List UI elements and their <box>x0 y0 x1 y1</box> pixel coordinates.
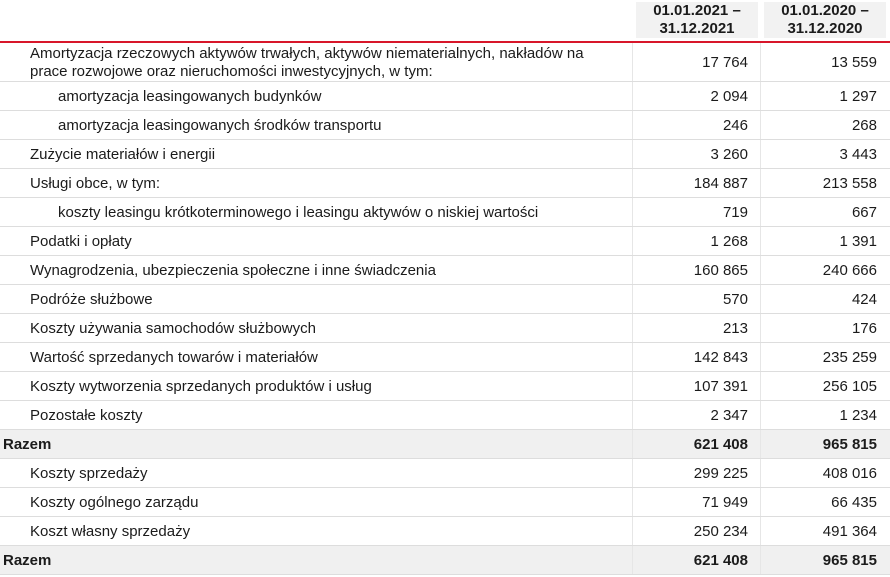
column-separator <box>632 430 633 458</box>
table-row <box>0 198 890 227</box>
value-2021: 184 887 <box>693 175 748 192</box>
value-2020: 667 <box>851 204 877 221</box>
column-separator <box>632 488 633 516</box>
column-separator <box>632 111 633 139</box>
table-row <box>0 82 890 111</box>
header-period-2020-line1: 01.01.2020 – <box>781 2 869 19</box>
column-separator <box>760 43 761 81</box>
row-label <box>30 523 190 541</box>
value-2021: 3 260 <box>710 146 748 163</box>
value-2021: 250 234 <box>693 523 748 540</box>
value-2021: 107 391 <box>693 378 748 395</box>
row-label <box>30 262 436 280</box>
total-row <box>0 430 890 459</box>
header-period-2021-line2: 31.12.2021 <box>659 20 735 37</box>
column-separator <box>760 314 761 342</box>
table-row <box>0 517 890 546</box>
column-separator <box>760 169 761 197</box>
value-2020: 213 558 <box>822 175 877 192</box>
row-label-line: Wynagrodzenia, ubezpieczenia społeczne i inne świadczenia <box>30 262 436 279</box>
value-2021: 142 843 <box>693 349 748 366</box>
value-2021: 570 <box>722 291 748 308</box>
row-label-line: Koszty ogólnego zarządu <box>30 494 199 511</box>
column-separator <box>632 459 633 487</box>
column-separator <box>632 343 633 371</box>
column-separator <box>760 227 761 255</box>
table-row <box>0 111 890 140</box>
value-2020: 235 259 <box>822 349 877 366</box>
value-2020: 408 016 <box>822 465 877 482</box>
value-2020: 491 364 <box>822 523 877 540</box>
column-separator <box>632 546 633 574</box>
row-label-line: Koszt własny sprzedaży <box>30 523 191 540</box>
row-label-line: Razem <box>3 552 52 569</box>
row-label-line: Usługi obce, w tym: <box>30 175 161 192</box>
header-period-2020-line2: 31.12.2020 <box>787 20 863 37</box>
table-row <box>0 227 890 256</box>
column-separator <box>760 285 761 313</box>
table-row <box>0 343 890 372</box>
row-label <box>30 233 132 251</box>
column-separator <box>632 227 633 255</box>
column-separator <box>632 82 633 110</box>
row-label <box>58 204 538 222</box>
column-separator <box>632 198 633 226</box>
value-2020: 965 815 <box>822 436 877 453</box>
table-row <box>0 140 890 169</box>
value-2020: 13 559 <box>831 54 877 71</box>
column-separator <box>760 401 761 429</box>
table-row <box>0 43 890 82</box>
row-label <box>3 552 51 570</box>
row-label-line: Koszty wytworzenia sprzedanych produktów i usług <box>30 378 372 395</box>
column-separator <box>760 372 761 400</box>
row-label <box>58 117 382 135</box>
value-2021: 71 949 <box>702 494 748 511</box>
header-period-2020 <box>764 2 886 38</box>
row-label <box>58 88 321 106</box>
column-separator <box>760 198 761 226</box>
value-2020: 1 234 <box>839 407 877 424</box>
value-2020: 256 105 <box>822 378 877 395</box>
table-row <box>0 314 890 343</box>
table-row <box>0 372 890 401</box>
row-label-line: Koszty używania samochodów służbowych <box>30 320 316 337</box>
value-2020: 1 391 <box>839 233 877 250</box>
row-label-line: Podatki i opłaty <box>30 233 132 250</box>
row-label-line: Pozostałe koszty <box>30 407 143 424</box>
row-label-line: Podróże służbowe <box>30 291 153 308</box>
value-2020: 240 666 <box>822 262 877 279</box>
row-label <box>30 407 143 425</box>
column-separator <box>760 343 761 371</box>
column-separator <box>760 256 761 284</box>
value-2020: 66 435 <box>831 494 877 511</box>
value-2021: 246 <box>722 117 748 134</box>
column-separator <box>632 169 633 197</box>
value-2021: 621 408 <box>693 552 748 569</box>
column-separator <box>632 401 633 429</box>
value-2021: 213 <box>722 320 748 337</box>
column-separator <box>632 517 633 545</box>
column-separator <box>632 285 633 313</box>
row-label-line: amortyzacja leasingowanych budynków <box>58 88 322 105</box>
row-label-line: amortyzacja leasingowanych środków transportu <box>58 117 382 134</box>
table-row <box>0 488 890 517</box>
value-2021: 719 <box>722 204 748 221</box>
table-row <box>0 401 890 430</box>
table-header <box>0 0 890 41</box>
value-2021: 299 225 <box>693 465 748 482</box>
table-row <box>0 169 890 198</box>
value-2021: 2 347 <box>710 407 748 424</box>
header-period-2021 <box>636 2 758 38</box>
table-row <box>0 256 890 285</box>
value-2020: 965 815 <box>822 552 877 569</box>
row-label <box>30 45 584 81</box>
table-body <box>0 43 890 575</box>
total-row <box>0 546 890 575</box>
column-separator <box>632 372 633 400</box>
header-period-2021-line1: 01.01.2021 – <box>653 2 741 19</box>
column-separator <box>760 111 761 139</box>
value-2021: 2 094 <box>710 88 748 105</box>
value-2020: 424 <box>851 291 877 308</box>
column-separator <box>760 430 761 458</box>
row-label-line: prace rozwojowe oraz nieruchomości inwestycyjnych, w tym: <box>30 63 433 80</box>
value-2020: 176 <box>851 320 877 337</box>
column-separator <box>760 459 761 487</box>
row-label <box>30 291 153 309</box>
column-separator <box>760 546 761 574</box>
value-2021: 621 408 <box>693 436 748 453</box>
value-2020: 3 443 <box>839 146 877 163</box>
column-separator <box>760 488 761 516</box>
value-2021: 160 865 <box>693 262 748 279</box>
row-label-line: koszty leasingu krótkoterminowego i leasingu aktywów o niskiej wartości <box>58 204 539 221</box>
row-label <box>30 465 148 483</box>
row-label-line: Wartość sprzedanych towarów i materiałów <box>30 349 318 366</box>
column-separator <box>632 256 633 284</box>
table-row <box>0 285 890 314</box>
column-separator <box>760 140 761 168</box>
row-label <box>3 436 51 454</box>
row-label <box>30 378 372 396</box>
row-label-line: Zużycie materiałów i energii <box>30 146 216 163</box>
value-2021: 17 764 <box>702 54 748 71</box>
value-2020: 1 297 <box>839 88 877 105</box>
table-row <box>0 459 890 488</box>
row-label-line: Razem <box>3 436 52 453</box>
row-label <box>30 146 215 164</box>
row-label <box>30 349 318 367</box>
column-separator <box>632 43 633 81</box>
value-2021: 1 268 <box>710 233 748 250</box>
column-separator <box>632 314 633 342</box>
row-label-line: Amortyzacja rzeczowych aktywów trwałych, aktywów niematerialnych, nakładów na <box>30 45 584 62</box>
column-separator <box>760 517 761 545</box>
row-label <box>30 175 160 193</box>
row-label-line: Koszty sprzedaży <box>30 465 148 482</box>
row-label <box>30 494 198 512</box>
row-label <box>30 320 316 338</box>
column-separator <box>632 140 633 168</box>
column-separator <box>760 82 761 110</box>
value-2020: 268 <box>851 117 877 134</box>
